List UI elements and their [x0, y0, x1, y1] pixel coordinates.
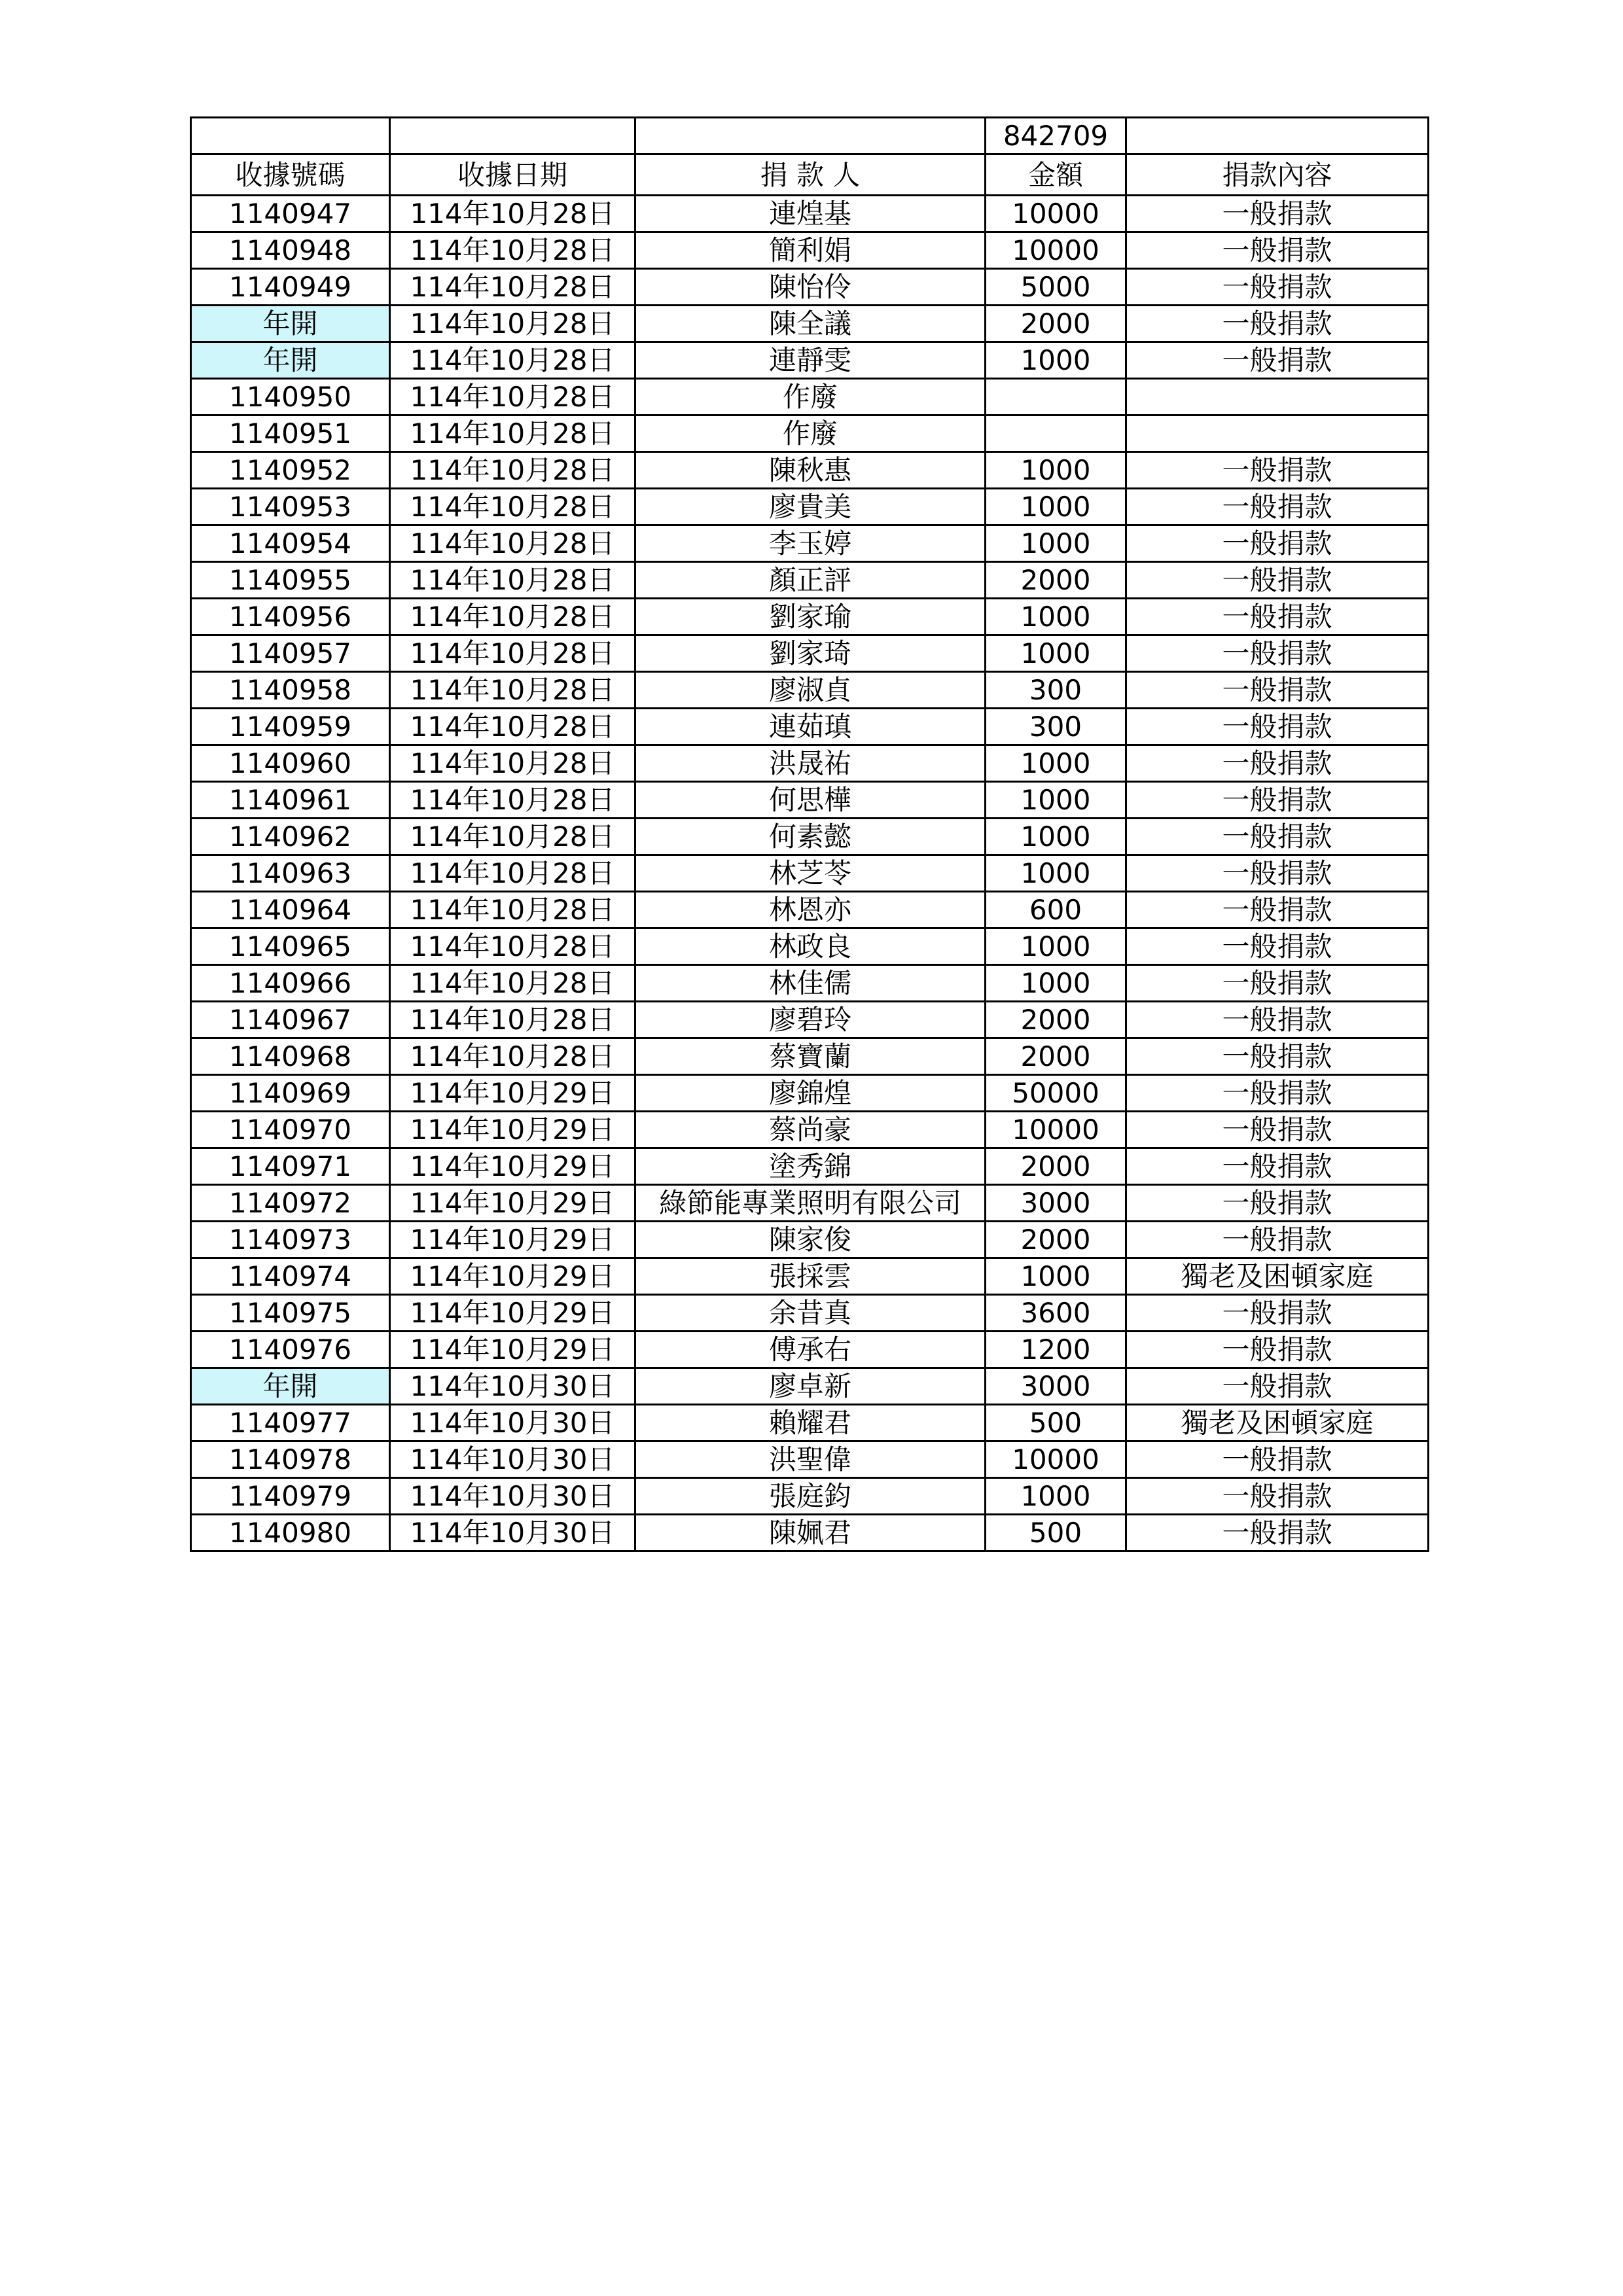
donor-cell: 作廢 — [635, 379, 986, 415]
receipt-date-cell: 114年10月28日 — [390, 232, 635, 269]
receipt-date-cell: 114年10月28日 — [390, 342, 635, 379]
donation-type-cell: 一般捐款 — [1126, 306, 1429, 342]
amount-cell: 500 — [986, 1405, 1126, 1441]
amount-cell: 1000 — [986, 599, 1126, 635]
donation-type-cell: 一般捐款 — [1126, 1368, 1429, 1405]
table-row — [191, 672, 1429, 709]
receipt-date-cell: 114年10月28日 — [390, 452, 635, 489]
donor-cell: 顏正評 — [635, 562, 986, 599]
donor-cell: 廖錦煌 — [635, 1075, 986, 1112]
receipt-no-cell: 1140948 — [191, 232, 390, 269]
receipt-no-cell: 1140956 — [191, 599, 390, 635]
receipt-no-cell: 年開 — [191, 306, 390, 342]
receipt-no-cell: 1140950 — [191, 379, 390, 415]
donation-type-cell: 一般捐款 — [1126, 452, 1429, 489]
table-row — [191, 379, 1429, 415]
receipt-no-cell: 1140977 — [191, 1405, 390, 1441]
amount-cell: 2000 — [986, 1038, 1126, 1075]
amount-cell — [986, 415, 1126, 452]
donor-cell: 洪晟祐 — [635, 745, 986, 782]
receipt-date-cell: 114年10月28日 — [390, 928, 635, 965]
donor-cell: 何素懿 — [635, 819, 986, 855]
donation-type-cell: 一般捐款 — [1126, 1441, 1429, 1478]
donor-cell: 連靜雯 — [635, 342, 986, 379]
donor-cell: 陳秋惠 — [635, 452, 986, 489]
donation-type-cell: 獨老及困頓家庭 — [1126, 1258, 1429, 1295]
donor-cell: 李玉婷 — [635, 525, 986, 562]
summary-empty-cell — [1126, 118, 1429, 154]
donor-cell: 陳怡伶 — [635, 269, 986, 306]
table-row — [191, 928, 1429, 965]
receipt-date-cell: 114年10月30日 — [390, 1478, 635, 1515]
amount-cell: 1000 — [986, 819, 1126, 855]
receipt-no-cell: 1140949 — [191, 269, 390, 306]
header-row — [191, 154, 1429, 196]
table-row — [191, 1441, 1429, 1478]
receipt-no-cell: 1140972 — [191, 1185, 390, 1222]
table-row — [191, 1148, 1429, 1185]
table-row — [191, 1478, 1429, 1515]
table-row — [191, 1405, 1429, 1441]
receipt-date-cell: 114年10月28日 — [390, 745, 635, 782]
receipt-date-cell: 114年10月29日 — [390, 1332, 635, 1368]
amount-cell: 1200 — [986, 1332, 1126, 1368]
receipt-date-cell: 114年10月30日 — [390, 1368, 635, 1405]
donation-type-cell: 一般捐款 — [1126, 525, 1429, 562]
donor-cell: 劉家琦 — [635, 635, 986, 672]
amount-cell: 300 — [986, 709, 1126, 745]
receipt-no-cell: 1140976 — [191, 1332, 390, 1368]
amount-cell: 1000 — [986, 928, 1126, 965]
receipt-no-cell: 1140955 — [191, 562, 390, 599]
receipt-date-cell: 114年10月30日 — [390, 1441, 635, 1478]
donor-cell: 陳家俊 — [635, 1222, 986, 1258]
amount-cell: 1000 — [986, 635, 1126, 672]
donation-type-cell: 一般捐款 — [1126, 232, 1429, 269]
table-row — [191, 1002, 1429, 1038]
donor-cell: 余昔真 — [635, 1295, 986, 1332]
amount-cell: 1000 — [986, 855, 1126, 892]
donor-cell: 廖碧玲 — [635, 1002, 986, 1038]
receipt-no-cell: 1140947 — [191, 196, 390, 232]
donor-cell: 連茹瑱 — [635, 709, 986, 745]
receipt-date-cell: 114年10月28日 — [390, 489, 635, 525]
amount-cell: 300 — [986, 672, 1126, 709]
amount-cell: 10000 — [986, 232, 1126, 269]
donor-cell: 賴耀君 — [635, 1405, 986, 1441]
table-row — [191, 1368, 1429, 1405]
receipt-no-cell: 1140970 — [191, 1112, 390, 1148]
donor-cell: 蔡尚豪 — [635, 1112, 986, 1148]
receipt-date-cell: 114年10月28日 — [390, 709, 635, 745]
receipt-date-cell: 114年10月29日 — [390, 1185, 635, 1222]
header-receipt-no: 收據號碼 — [191, 154, 390, 196]
receipt-date-cell: 114年10月28日 — [390, 819, 635, 855]
receipt-no-cell: 1140966 — [191, 965, 390, 1002]
donation-table — [190, 116, 1429, 1552]
table-row — [191, 1515, 1429, 1551]
donation-type-cell: 一般捐款 — [1126, 928, 1429, 965]
donation-type-cell: 一般捐款 — [1126, 1075, 1429, 1112]
donation-type-cell: 一般捐款 — [1126, 745, 1429, 782]
amount-cell: 10000 — [986, 1441, 1126, 1478]
table-row — [191, 562, 1429, 599]
receipt-date-cell: 114年10月28日 — [390, 892, 635, 928]
donation-type-cell: 一般捐款 — [1126, 562, 1429, 599]
amount-cell: 1000 — [986, 342, 1126, 379]
donation-type-cell: 一般捐款 — [1126, 1295, 1429, 1332]
receipt-no-cell: 1140962 — [191, 819, 390, 855]
receipt-date-cell: 114年10月28日 — [390, 782, 635, 819]
amount-cell: 50000 — [986, 1075, 1126, 1112]
amount-cell: 2000 — [986, 1002, 1126, 1038]
donor-cell: 廖淑貞 — [635, 672, 986, 709]
receipt-date-cell: 114年10月28日 — [390, 1038, 635, 1075]
receipt-no-cell: 1140980 — [191, 1515, 390, 1551]
donor-cell: 張庭鈞 — [635, 1478, 986, 1515]
donation-type-cell: 一般捐款 — [1126, 269, 1429, 306]
table-row — [191, 415, 1429, 452]
table-row — [191, 819, 1429, 855]
donor-cell: 廖卓新 — [635, 1368, 986, 1405]
donation-type-cell: 一般捐款 — [1126, 1478, 1429, 1515]
donor-cell: 林恩亦 — [635, 892, 986, 928]
summary-empty-cell — [191, 118, 390, 154]
amount-cell: 2000 — [986, 306, 1126, 342]
receipt-no-cell: 1140953 — [191, 489, 390, 525]
receipt-date-cell: 114年10月30日 — [390, 1405, 635, 1441]
amount-cell: 1000 — [986, 782, 1126, 819]
donation-type-cell: 一般捐款 — [1126, 196, 1429, 232]
donation-type-cell: 一般捐款 — [1126, 965, 1429, 1002]
receipt-no-cell: 1140957 — [191, 635, 390, 672]
donation-type-cell: 一般捐款 — [1126, 1038, 1429, 1075]
amount-cell: 500 — [986, 1515, 1126, 1551]
receipt-date-cell: 114年10月28日 — [390, 1002, 635, 1038]
receipt-no-cell: 1140968 — [191, 1038, 390, 1075]
receipt-date-cell: 114年10月28日 — [390, 525, 635, 562]
amount-cell — [986, 379, 1126, 415]
amount-cell: 1000 — [986, 1478, 1126, 1515]
amount-cell: 5000 — [986, 269, 1126, 306]
table-row — [191, 892, 1429, 928]
donation-type-cell: 一般捐款 — [1126, 1185, 1429, 1222]
table-row — [191, 745, 1429, 782]
receipt-no-cell: 1140963 — [191, 855, 390, 892]
donation-type-cell: 一般捐款 — [1126, 709, 1429, 745]
table-row — [191, 782, 1429, 819]
amount-cell: 1000 — [986, 965, 1126, 1002]
amount-cell: 2000 — [986, 1148, 1126, 1185]
table-row — [191, 196, 1429, 232]
donor-cell: 蔡寶蘭 — [635, 1038, 986, 1075]
donation-type-cell: 一般捐款 — [1126, 672, 1429, 709]
amount-cell: 3000 — [986, 1185, 1126, 1222]
table-row — [191, 855, 1429, 892]
receipt-no-cell: 1140973 — [191, 1222, 390, 1258]
table-row — [191, 269, 1429, 306]
amount-cell: 600 — [986, 892, 1126, 928]
donation-type-cell: 一般捐款 — [1126, 1112, 1429, 1148]
receipt-date-cell: 114年10月28日 — [390, 599, 635, 635]
table-row — [191, 635, 1429, 672]
donation-type-cell — [1126, 415, 1429, 452]
receipt-date-cell: 114年10月28日 — [390, 562, 635, 599]
amount-cell: 3600 — [986, 1295, 1126, 1332]
donation-type-cell: 一般捐款 — [1126, 1222, 1429, 1258]
donation-type-cell: 一般捐款 — [1126, 1002, 1429, 1038]
receipt-no-cell: 1140951 — [191, 415, 390, 452]
receipt-no-cell: 1140979 — [191, 1478, 390, 1515]
receipt-no-cell: 1140978 — [191, 1441, 390, 1478]
receipt-no-cell: 1140961 — [191, 782, 390, 819]
summary-empty-cell — [635, 118, 986, 154]
receipt-date-cell: 114年10月29日 — [390, 1075, 635, 1112]
receipt-date-cell: 114年10月28日 — [390, 415, 635, 452]
header-donation-type: 捐款內容 — [1126, 154, 1429, 196]
table-row — [191, 342, 1429, 379]
amount-cell: 1000 — [986, 745, 1126, 782]
table-row — [191, 232, 1429, 269]
amount-cell: 2000 — [986, 562, 1126, 599]
receipt-date-cell: 114年10月28日 — [390, 379, 635, 415]
amount-cell: 1000 — [986, 525, 1126, 562]
amount-cell: 1000 — [986, 1258, 1126, 1295]
receipt-date-cell: 114年10月28日 — [390, 635, 635, 672]
receipt-no-cell: 1140964 — [191, 892, 390, 928]
table-row — [191, 1332, 1429, 1368]
receipt-date-cell: 114年10月28日 — [390, 306, 635, 342]
table-row — [191, 306, 1429, 342]
table-body — [191, 118, 1429, 1551]
donor-cell: 作廢 — [635, 415, 986, 452]
table-row — [191, 525, 1429, 562]
table-row — [191, 1075, 1429, 1112]
receipt-date-cell: 114年10月29日 — [390, 1112, 635, 1148]
amount-cell: 1000 — [986, 489, 1126, 525]
donor-cell: 劉家瑜 — [635, 599, 986, 635]
donor-cell: 簡利娟 — [635, 232, 986, 269]
table-row — [191, 1258, 1429, 1295]
amount-cell: 2000 — [986, 1222, 1126, 1258]
receipt-no-cell: 年開 — [191, 1368, 390, 1405]
receipt-no-cell: 1140969 — [191, 1075, 390, 1112]
table-row — [191, 965, 1429, 1002]
table-row — [191, 709, 1429, 745]
receipt-date-cell: 114年10月29日 — [390, 1222, 635, 1258]
receipt-no-cell: 1140974 — [191, 1258, 390, 1295]
donation-type-cell: 一般捐款 — [1126, 1332, 1429, 1368]
donation-type-cell: 一般捐款 — [1126, 342, 1429, 379]
receipt-date-cell: 114年10月29日 — [390, 1295, 635, 1332]
receipt-no-cell: 1140958 — [191, 672, 390, 709]
donor-cell: 林芝苓 — [635, 855, 986, 892]
donation-type-cell: 一般捐款 — [1126, 892, 1429, 928]
receipt-no-cell: 年開 — [191, 342, 390, 379]
amount-cell: 1000 — [986, 452, 1126, 489]
donor-cell: 綠節能專業照明有限公司 — [635, 1185, 986, 1222]
receipt-no-cell: 1140960 — [191, 745, 390, 782]
donor-cell: 傅承右 — [635, 1332, 986, 1368]
table-row — [191, 1295, 1429, 1332]
donation-type-cell: 一般捐款 — [1126, 1515, 1429, 1551]
donor-cell: 連煌基 — [635, 196, 986, 232]
donation-type-cell: 一般捐款 — [1126, 782, 1429, 819]
donor-cell: 廖貴美 — [635, 489, 986, 525]
receipt-date-cell: 114年10月28日 — [390, 672, 635, 709]
donation-type-cell: 一般捐款 — [1126, 489, 1429, 525]
receipt-no-cell: 1140954 — [191, 525, 390, 562]
donor-cell: 陳姵君 — [635, 1515, 986, 1551]
receipt-date-cell: 114年10月29日 — [390, 1258, 635, 1295]
header-amount: 金額 — [986, 154, 1126, 196]
receipt-date-cell: 114年10月28日 — [390, 196, 635, 232]
donation-type-cell: 一般捐款 — [1126, 599, 1429, 635]
receipt-date-cell: 114年10月28日 — [390, 269, 635, 306]
receipt-no-cell: 1140971 — [191, 1148, 390, 1185]
donation-type-cell: 一般捐款 — [1126, 819, 1429, 855]
receipt-no-cell: 1140975 — [191, 1295, 390, 1332]
amount-cell: 10000 — [986, 1112, 1126, 1148]
donation-type-cell: 一般捐款 — [1126, 635, 1429, 672]
receipt-no-cell: 1140967 — [191, 1002, 390, 1038]
donation-type-cell: 獨老及困頓家庭 — [1126, 1405, 1429, 1441]
header-donor: 捐 款 人 — [635, 154, 986, 196]
receipt-date-cell: 114年10月29日 — [390, 1148, 635, 1185]
donor-cell: 塗秀錦 — [635, 1148, 986, 1185]
summary-empty-cell — [390, 118, 635, 154]
amount-cell: 3000 — [986, 1368, 1126, 1405]
donor-cell: 張採雲 — [635, 1258, 986, 1295]
receipt-date-cell: 114年10月30日 — [390, 1515, 635, 1551]
header-receipt-date: 收據日期 — [390, 154, 635, 196]
donor-cell: 洪聖偉 — [635, 1441, 986, 1478]
donation-type-cell — [1126, 379, 1429, 415]
amount-cell: 10000 — [986, 196, 1126, 232]
donation-type-cell: 一般捐款 — [1126, 1148, 1429, 1185]
table-row — [191, 1185, 1429, 1222]
donation-type-cell: 一般捐款 — [1126, 855, 1429, 892]
table-row — [191, 1222, 1429, 1258]
total-amount: 842709 — [986, 118, 1126, 154]
table-row — [191, 599, 1429, 635]
donor-cell: 林佳儒 — [635, 965, 986, 1002]
table-row — [191, 1038, 1429, 1075]
table-row — [191, 1112, 1429, 1148]
table-row — [191, 489, 1429, 525]
receipt-date-cell: 114年10月28日 — [390, 965, 635, 1002]
receipt-no-cell: 1140959 — [191, 709, 390, 745]
receipt-date-cell: 114年10月28日 — [390, 855, 635, 892]
donor-cell: 林政良 — [635, 928, 986, 965]
table-row — [191, 452, 1429, 489]
summary-row — [191, 118, 1429, 154]
donor-cell: 陳全議 — [635, 306, 986, 342]
receipt-no-cell: 1140965 — [191, 928, 390, 965]
donor-cell: 何思樺 — [635, 782, 986, 819]
receipt-no-cell: 1140952 — [191, 452, 390, 489]
